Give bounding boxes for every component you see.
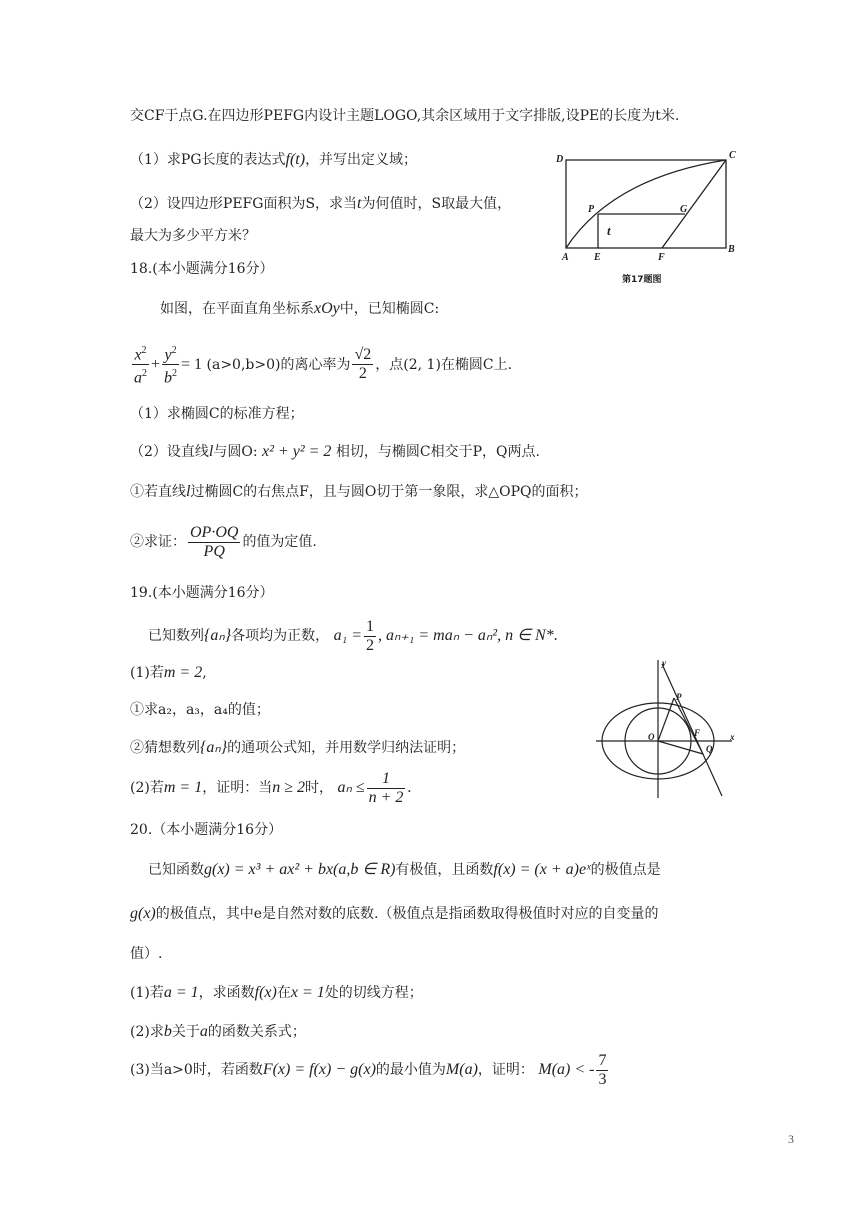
q19-part2-n: n ≥ 2 <box>272 779 305 796</box>
q19-part2-when: 时， <box>304 780 333 796</box>
q19-sub2 <box>130 738 465 758</box>
q19-intro-seq: {aₙ} <box>204 627 232 644</box>
q18-figure <box>590 656 740 802</box>
q20-part1-x: x = 1 <box>290 984 325 1001</box>
q19-intro: 已知数列{aₙ}各项均为正数， a₁ = $\frac{1}{2}$ , aₙ₊₁ = maₙ − aₙ², n ∈ N*. <box>148 617 558 654</box>
q20-part3-text: (3)当a>0时，若函数 <box>130 1062 263 1078</box>
q20-line1-mid: 有极值，且函数 <box>395 862 494 878</box>
q18-sub1-l: l <box>186 483 191 500</box>
q17-label-e: E <box>594 252 601 263</box>
q18-frac-x: $\frac{x^2}{a^2}$ <box>132 342 149 388</box>
q18-intro-text: 如图，在平面直角坐标系 <box>160 301 314 317</box>
page-number: 3 <box>788 1132 794 1146</box>
q19-part2-frac: $\frac{1}{n + 2}$ <box>368 769 404 806</box>
q20-line2 <box>130 904 659 924</box>
q20-part2-post: 的函数关系式； <box>207 1024 306 1040</box>
q20-part3-mid: 的最小值为 <box>375 1062 446 1078</box>
q18-intro-text-post: 中，已知椭圆C: <box>339 301 440 317</box>
q20-part1-text: (1)若 <box>130 985 164 1001</box>
q20-part3-M: M(a) <box>445 1061 478 1078</box>
q19-sub2-post: 的通项公式知，并用数学归纳法证明； <box>227 740 466 756</box>
q20-part3-F: F(x) = f(x) − g(x) <box>262 1061 376 1078</box>
q20-part1-a: a = 1 <box>163 984 199 1001</box>
q17-label-b: B <box>728 244 735 255</box>
q17-part2-text-post: 为何值时，S取最大值， <box>361 196 512 212</box>
q19-part1-post: , <box>202 665 207 681</box>
q18-label-f: F <box>694 728 701 738</box>
q20-line3: 值）. <box>130 946 163 962</box>
q18-part2-l: l <box>208 443 214 460</box>
q18-segment-pq <box>674 698 703 754</box>
q19-intro-mid: 各项均为正数， <box>231 628 330 644</box>
q20-part2-b: b <box>163 1023 172 1040</box>
q20-line2-g: g(x) <box>130 905 156 922</box>
q18-part2-mid: 与圆O: <box>213 444 258 460</box>
q18-equation-line: $\frac{x^2}{a^2}$ + $\frac{y^2}{b^2}$ = 1 (a>0,b>0)的离心率为 $\frac{√2}{2}$ ，点(2, 1)在椭圆C上. <box>130 342 512 384</box>
q17-label-f: F <box>658 252 665 263</box>
q17-label-g: G <box>680 204 688 215</box>
q18-segment-oq <box>658 741 703 754</box>
q17-label-c: C <box>729 150 736 161</box>
q17-figure <box>552 140 752 290</box>
q20-part3-frac: $\frac{7}{3}$ <box>598 1051 607 1088</box>
q18-sub2 <box>130 522 317 564</box>
q18-line-l <box>662 664 722 796</box>
q17-label-t: t <box>607 223 611 238</box>
q18-label-y: y <box>662 658 666 668</box>
q20-line1-g: g(x) = x³ + ax² + bx(a,b ∈ R) <box>204 861 396 878</box>
q18-label-p: P <box>676 692 682 702</box>
q20-part3-prove: ，证明： <box>477 1062 534 1078</box>
q20-part3 <box>130 1050 610 1094</box>
q18-intro-math: xOy <box>314 300 340 317</box>
q18-intro <box>160 299 439 319</box>
q18-segment-op <box>658 698 674 741</box>
q20-part2-a: a <box>199 1023 208 1040</box>
q20-part1-at: 在 <box>276 985 291 1001</box>
q17-label-p: P <box>588 204 595 215</box>
q17-part1-text: （1）求PG长度的表达式 <box>130 152 286 168</box>
q17-caption: 第17题图 <box>622 275 662 285</box>
q18-eq-condition: (a>0,b>0)的离心率为 <box>206 356 351 373</box>
q20-header: 20.（本小题满分16分） <box>130 822 283 838</box>
q19-intro-frac: $\frac{1}{2}$ <box>365 617 374 654</box>
q18-part2-text: （2）设直线 <box>130 444 209 460</box>
q20-line1-post: 的极值点是 <box>590 862 661 878</box>
q19-part1 <box>130 663 207 683</box>
q17-intro: 交CF于点G.在四边形PEFG内设计主题LOGO,其余区域用于文字排版,设PE的长度为t米. <box>130 108 680 124</box>
q18-sub2-frac: $\frac{OP\cdot OQ}{PQ}$ <box>190 523 239 560</box>
q18-part2 <box>130 442 540 462</box>
q18-sub1 <box>130 482 588 502</box>
q17-label-a: A <box>562 252 569 263</box>
q17-label-d: D <box>556 154 564 165</box>
q19-intro-recurrence: , aₙ₊₁ = maₙ − aₙ², n ∈ N* <box>377 627 554 644</box>
q19-part1-math: m = 2 <box>163 664 203 681</box>
q19-intro-a1: a₁ = <box>333 627 362 644</box>
q18-label-x: x <box>730 732 735 742</box>
q18-sub1-post: 过椭圆C的右焦点F，且与圆O切于第一象限，求△OPQ的面积； <box>190 484 588 500</box>
q18-eq-point: ，点(2, 1)在椭圆C上. <box>375 356 513 373</box>
q20-part2-mid: 关于 <box>171 1024 200 1040</box>
q20-part1 <box>130 983 423 1003</box>
q19-header: 19.(本小题满分16分） <box>130 585 274 601</box>
q17-part1 <box>130 150 417 170</box>
q19-part2-mid: ，证明：当 <box>202 780 273 796</box>
q20-part2-text: (2)求 <box>130 1024 164 1040</box>
q18-frac-eccentricity: $\frac{√2}{2}$ <box>354 346 372 383</box>
q20-part2 <box>130 1022 306 1042</box>
q19-part2-m: m = 1 <box>163 779 203 796</box>
q17-part1-math: f(t) <box>285 151 306 168</box>
q19-sub2-seq: {aₙ} <box>200 739 228 756</box>
q18-frac-y: $\frac{y^2}{b^2}$ <box>162 342 179 388</box>
q20-line2-text: 的极值点，其中e是自然对数的底数.（极值点是指函数取得极值时对应的自变量的 <box>155 906 659 922</box>
q18-label-q: Q <box>706 744 713 754</box>
q18-part1: （1）求椭圆C的标准方程； <box>130 406 304 422</box>
q18-sub2-text: ②求证： <box>130 534 186 550</box>
q20-part1-post: 处的切线方程； <box>324 985 423 1001</box>
q20-line1-f: f(x) = (x + a)eˣ <box>493 861 591 878</box>
q20-line1 <box>148 860 661 880</box>
q19-part2-text: (2)若 <box>130 780 164 796</box>
q19-part2: (2)若m = 1，证明：当n ≥ 2时， aₙ ≤ $\frac{1}{n + 2}$ . <box>130 769 412 806</box>
q17-part2 <box>130 194 511 214</box>
q20-line1-text: 已知函数 <box>148 862 204 878</box>
q19-part1-text: (1)若 <box>130 665 164 681</box>
q18-label-o: O <box>648 732 655 742</box>
q19-intro-text: 已知数列 <box>148 628 204 644</box>
q18-header: 18.(本小题满分16分） <box>130 261 274 277</box>
q17-part2-cont: 最大为多少平方米？ <box>130 228 256 244</box>
q17-part1-text-post: ，并写出定义域； <box>305 152 418 168</box>
q20-part1-mid: ，求函数 <box>198 985 255 1001</box>
q18-sub2-post: 的值为定值. <box>242 534 317 550</box>
q20-part1-f: f(x) <box>254 984 277 1001</box>
q17-part2-math: t <box>357 195 362 212</box>
q19-part2-ineq: aₙ ≤ <box>337 779 365 796</box>
q18-part2-post: 相切，与椭圆C相交于P，Q两点. <box>335 444 540 460</box>
q17-part2-text: （2）设四边形PEFG面积为S，求当 <box>130 196 358 212</box>
q19-sub2-text: ②猜想数列 <box>130 740 200 756</box>
q19-sub1: ①求a₂，a₃，a₄的值； <box>130 702 270 718</box>
q18-part2-circle: x² + y² = 2 <box>262 443 332 460</box>
q20-part3-Ma: M(a) < - <box>538 1061 595 1078</box>
q18-sub1-text: ①若直线 <box>130 484 186 500</box>
